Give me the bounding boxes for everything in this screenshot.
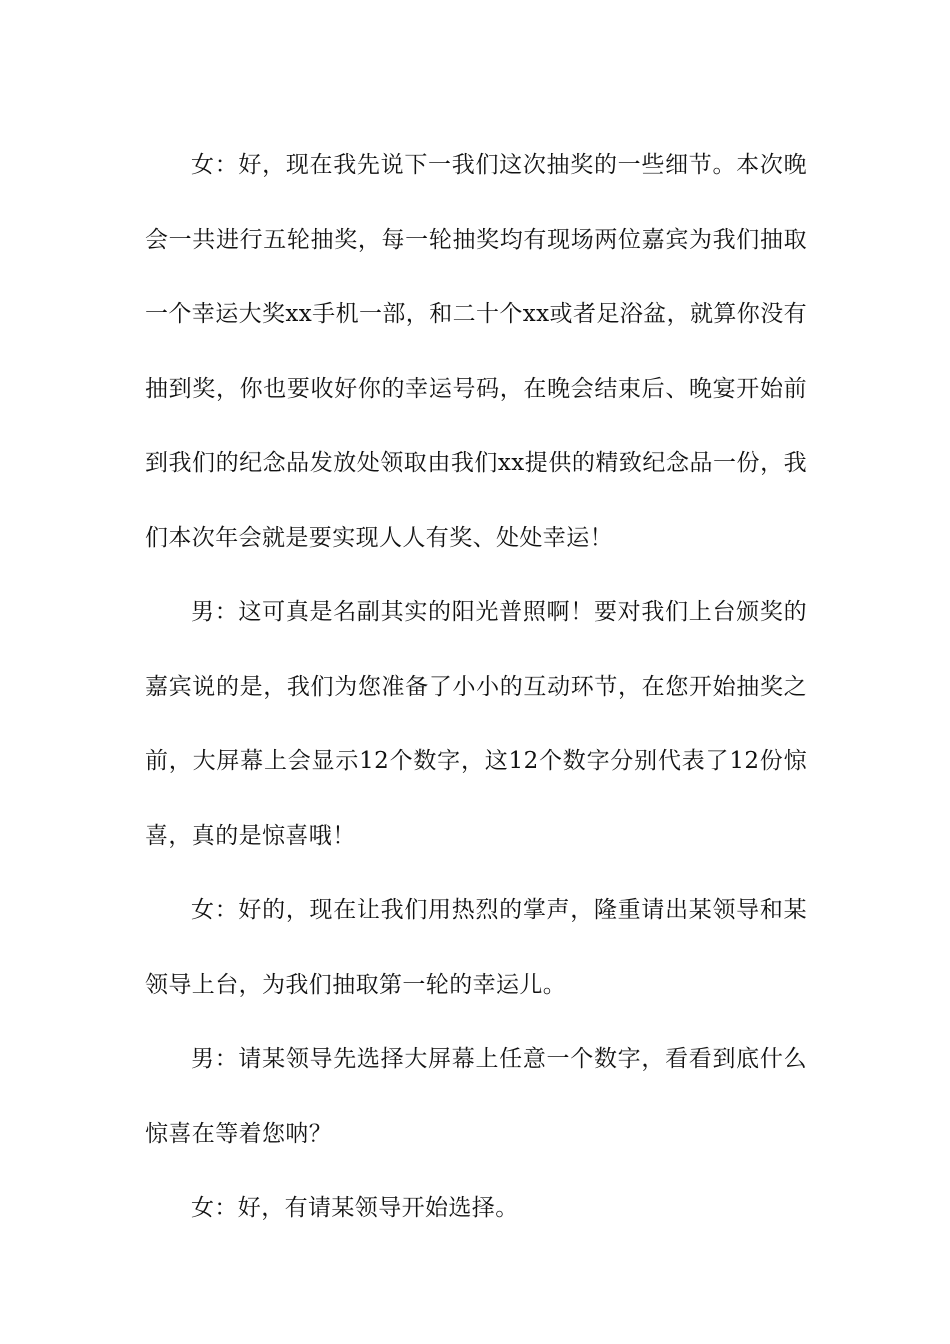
paragraph-host-female-begin-selection: 女：好，有请某领导开始选择。 — [191, 1195, 519, 1221]
paragraph-host-male-choose-number: 男：请某领导先选择大屏幕上任意一个数字，看看到底什么惊喜在等着您呐？ — [145, 1046, 807, 1147]
document-body — [145, 128, 807, 1246]
paragraph-host-female-invite-leaders: 女：好的，现在让我们用热烈的掌声，隆重请出某领导和某领导上台，为我们抽取第一轮的幸运儿。 — [145, 897, 807, 998]
paragraph-host-male-surprise-numbers: 男：这可真是名副其实的阳光普照啊！要对我们上台颁奖的嘉宾说的是，我们为您准备了小小的互动环节，在您开始抽奖之前，大屏幕上会显示12个数字，这12个数字分别代表了12份惊喜，真的是惊喜哦！ — [145, 599, 807, 849]
paragraph-host-female-lottery-details: 女：好，现在我先说下一我们这次抽奖的一些细节。本次晚会一共进行五轮抽奖，每一轮抽奖均有现场两位嘉宾为我们抽取一个幸运大奖xx手机一部，和二十个xx或者足浴盆，就算你没有抽到奖，你也要收好你的幸运号码，在晚会结束后、晚宴开始前到我们的纪念品发放处领取由我们xx提供的精致纪念品一份，我们本次年会就是要实现人人有奖、处处幸运！ — [145, 152, 807, 551]
